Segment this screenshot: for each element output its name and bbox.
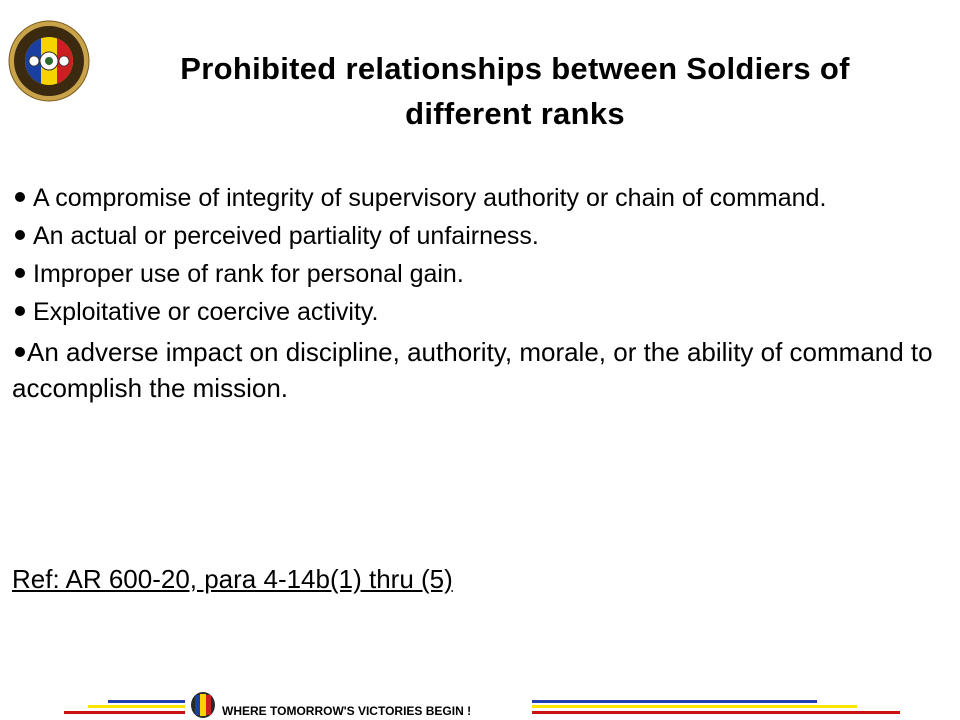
bullet-item-1 [12,182,942,214]
bullet-icon [15,192,25,202]
bullet-icon [15,347,25,357]
footer-badge-icon [190,691,216,719]
reference-citation: Ref: AR 600-20, para 4-14b(1) thru (5) [12,564,453,594]
bullet-text-2: An actual or perceived partiality of unfairness. [33,222,539,250]
slide-title [95,46,935,136]
footer-stripes [0,690,960,720]
bullet-text-3: Improper use of rank for personal gain. [33,260,464,288]
bullet-text-1: A compromise of integrity of supervisory authority or chain of command. [33,184,827,212]
bullet-list [12,182,942,412]
footer-motto: WHERE TOMORROW'S VICTORIES BEGIN ! [222,704,472,718]
unit-seal-icon [8,20,90,102]
bullet-item-4 [12,296,942,328]
bullet-item-2 [12,220,942,252]
bullet-text-4: Exploitative or coercive activity. [33,298,379,326]
title-line-1: Prohibited relationships between Soldiers of [180,51,850,86]
bullet-icon [15,230,25,240]
bullet-item-3 [12,258,942,290]
bullet-text-5: An adverse impact on discipline, authority, morale, or the ability of command to accomplish the mission. [12,337,933,403]
bullet-icon [15,268,25,278]
bullet-item-5 [12,334,942,406]
title-line-2: different ranks [405,96,625,131]
bullet-icon [15,306,25,316]
